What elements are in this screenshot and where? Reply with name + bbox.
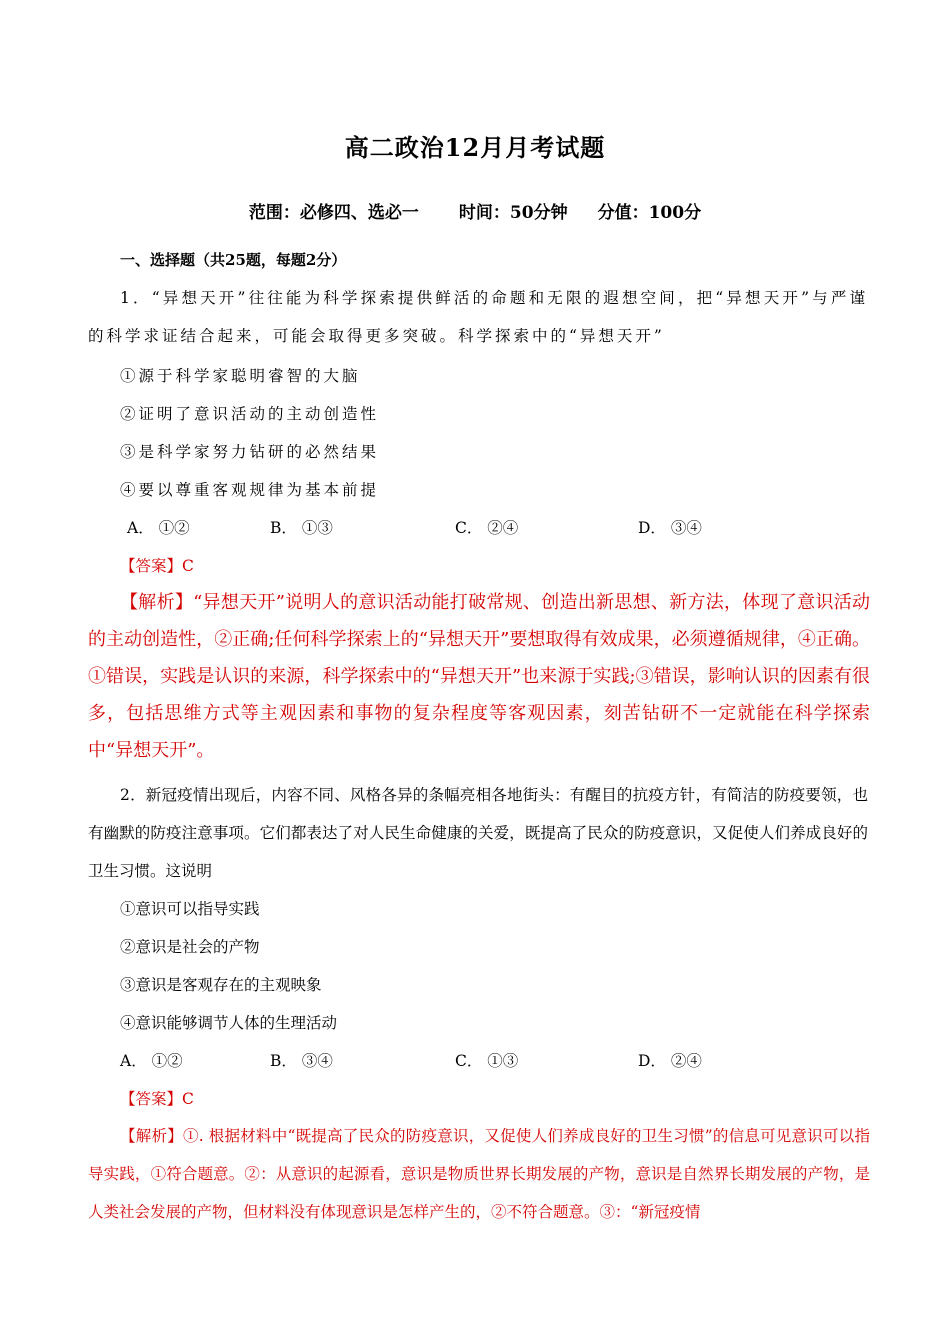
question-1-option-1: ①源于科学家聪明睿智的大脑: [120, 367, 361, 385]
question-2-stem: 2．新冠疫情出现后，内容不同、风格各异的条幅亮相各地街头：有醒目的抗疫方针，有简洁的防疫要领，也有幽默的防疫注意事项。它们都表达了对人民生命健康的关爱，既提高了民众的防疫意识，又促使人们养成良好的卫生习惯。这说明: [88, 786, 868, 880]
question-1-option-4: ④要以尊重客观规律为基本前提: [120, 481, 380, 499]
page-title: 高二政治12月月考试题: [344, 133, 606, 162]
exam-meta: [0, 198, 950, 223]
question-2-choice-b: B． ③④: [270, 1052, 333, 1070]
question-2-option-3: ③意识是客观存在的主观映象: [120, 976, 322, 994]
exam-time: 时间：50分钟: [458, 203, 568, 223]
exam-scope: 范围：必修四、选必一: [248, 203, 419, 223]
question-2-option-2: ②意识是社会的产物: [120, 938, 260, 956]
question-1-choice-b: B． ①③: [270, 519, 333, 537]
question-1-choice-a: A． ①②: [127, 519, 190, 537]
question-1-option-2: ②证明了意识活动的主动创造性: [120, 405, 380, 423]
question-1-analysis-text: “异想天开”说明人的意识活动能打破常规、创造出新思想、新方法，体现了意识活动的主动创造性，②正确;任何科学探索上的“异想天开”要想取得有效成果，必须遵循规律，④正确。①错误，实践是认识的来源，科学探索中的“异想天开”也来源于实践;③错误，影响认识的因素有很多，包括思维方式等主观因素和事物的复杂程度等客观因素，刻苦钻研不一定就能在科学探索中“异想天开”。: [88, 592, 871, 761]
question-2-option-1: ①意识可以指导实践: [120, 900, 260, 918]
section-heading: 一、选择题（共25题，每题2分）: [120, 251, 347, 269]
exam-score: 分值：100分: [597, 203, 702, 223]
question-2-choice-a: A． ①②: [120, 1052, 183, 1070]
question-2-analysis-text: ①. 根据材料中“既提高了民众的防疫意识，又促使人们养成良好的卫生习惯”的信息可见意识可以指导实践，①符合题意。②：从意识的起源看，意识是物质世界长期发展的产物，意识是自然界长期发展的产物，是人类社会发展的产物，但材料没有体现意识是怎样产生的，②不符合题意。③：“新冠疫情: [88, 1127, 870, 1221]
question-2-answer: 【答案】C: [120, 1090, 194, 1108]
question-1-answer: 【答案】C: [120, 557, 194, 575]
question-1-choice-c: C． ②④: [455, 519, 519, 537]
question-1-choice-d: D． ③④: [638, 519, 702, 537]
question-1-analysis: [88, 584, 870, 769]
question-2-choice-d: D． ②④: [638, 1052, 702, 1070]
analysis-tag: 【解析】: [120, 1127, 183, 1145]
question-2-choice-c: C． ①③: [455, 1052, 519, 1070]
question-1-option-3: ③是科学家努力钻研的必然结果: [120, 443, 380, 461]
analysis-tag: 【解析】: [120, 592, 194, 613]
question-2-option-4: ④意识能够调节人体的生理活动: [120, 1014, 338, 1032]
question-1-stem: 1．“异想天开”往往能为科学探索提供鲜活的命题和无限的遐想空间，把“异想天开”与严谨的科学求证结合起来，可能会取得更多突破。科学探索中的“异想天开”: [88, 289, 868, 345]
question-2-analysis: [88, 1117, 870, 1231]
